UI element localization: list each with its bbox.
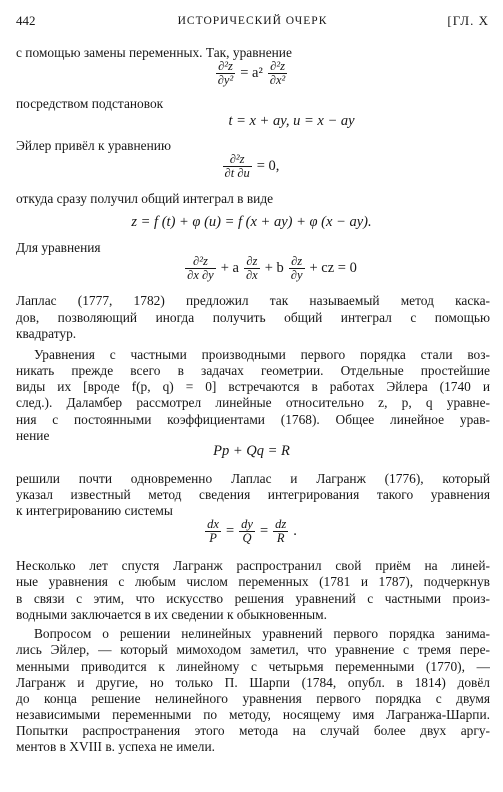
text-line: виды их [вроде f(p, q) = 0] встречаются в работах Эйлера (1740 и — [16, 379, 490, 394]
chapter-label: [ГЛ. X — [447, 13, 489, 28]
equation-operator: = — [259, 522, 269, 539]
text-line: след.). Даламбер рассмотрел линейные относительно z, p, q уравне- — [16, 395, 490, 410]
equation-general-integral: z = f (t) + φ (u) = f (x + ay) + φ (x − ay). — [131, 214, 372, 230]
equation-laplace — [20, 255, 503, 282]
equation-wave — [0, 60, 503, 87]
text-line: менными приводится к линейному с четырьмя переменными (1770), — — [16, 659, 490, 674]
equation-transformed — [0, 153, 503, 180]
text-line: Для уравнения — [16, 240, 101, 255]
text-line: указал известный метод сведения интегрирования такого уравнения — [16, 487, 490, 502]
fraction-denominator: ∂y — [290, 268, 303, 283]
text-line: Лагранж и другие, но только П. Шарпи (1784, опубл. в 1814) довёл — [16, 675, 490, 690]
page-number: 442 — [16, 13, 36, 28]
equation-system — [0, 518, 503, 545]
fraction-denominator: ∂x ∂y — [187, 268, 214, 283]
equation-linear: Pp + Qq = R — [213, 443, 290, 459]
text-line: посредством подстановок — [16, 96, 164, 111]
fraction-denominator: R — [276, 531, 285, 546]
text-line: ния с постоянными коэффициентами (1768). Общее линейное урав- — [16, 412, 490, 427]
fraction-denominator: ∂t ∂u — [224, 166, 250, 181]
fraction-denominator: ∂x — [245, 268, 258, 283]
text-line: Уравнения с частными производными первого порядка стали воз- — [34, 347, 490, 362]
text-line: Несколько лет спустя Лагранж распространил свой приём на линей- — [16, 558, 490, 573]
text-line: Вопросом о решении нелинейных уравнений первого порядка занима- — [34, 626, 490, 641]
fraction-denominator: ∂x² — [269, 73, 286, 88]
fraction-denominator: Q — [242, 531, 252, 546]
fraction-numerator: ∂²z — [223, 153, 252, 167]
equation-tail: . — [293, 522, 297, 539]
text-line: Эйлер привёл к уравнению — [16, 138, 171, 153]
fraction-denominator: ∂y² — [217, 73, 234, 88]
text-line: квадратур. — [16, 326, 77, 341]
text-line: с помощью замены переменных. Так, уравнение — [16, 45, 292, 60]
text-line: ментов в XVIII в. успеха не имели. — [16, 739, 215, 754]
text-line: Попытки распространения этого метода на случай более двух аргу- — [16, 723, 490, 738]
running-title: ИСТОРИЧЕСКИЙ ОЧЕРК — [177, 15, 328, 27]
equation-operator: + a — [220, 259, 239, 276]
fraction-numerator: ∂z — [244, 255, 260, 269]
text-line: лись Эйлер, — который мимоходом заметил, что уравнение с тремя пере- — [16, 642, 490, 657]
text-line: Лаплас (1777, 1782) предложил так называемый метод каска- — [16, 293, 490, 308]
text-line: до конца решение нелинейного уравнения первого порядка с двумя — [16, 691, 490, 706]
text-line: независимыми переменными по методу, носящему имя Лагранжа-Шарпи. — [16, 707, 490, 722]
text-line: откуда сразу получил общий интеграл в виде — [16, 191, 274, 206]
fraction-numerator: ∂²z — [185, 255, 216, 269]
equation-tail: = 0, — [256, 157, 280, 174]
text-line: ные уравнения с любым числом переменных (1781 и 1787), подчеркнув — [16, 574, 490, 589]
text-line: дов, позволяющий иногда получить общий интеграл с помощью — [16, 310, 490, 325]
equation-tail: + cz = 0 — [309, 259, 357, 276]
fraction-numerator: ∂z — [289, 255, 305, 269]
fraction-numerator: dx — [207, 517, 219, 531]
equation-substitution: t = x + ay, u = x − ay — [228, 113, 355, 129]
fraction-numerator: dz — [275, 517, 287, 531]
equation-operator: + b — [264, 259, 284, 276]
running-header — [16, 12, 489, 30]
fraction-numerator: ∂²z — [268, 60, 287, 74]
fraction-numerator: dy — [241, 517, 253, 531]
text-line: к интегрированию системы — [16, 503, 173, 518]
equation-operator: = a² — [240, 64, 263, 81]
text-line: решили почти одновременно Лаплас и Лагранж (1776), который — [16, 471, 490, 486]
text-line: никать прежде всего в задачах геометрии. Отдельные простейшие — [16, 363, 490, 378]
equation-operator: = — [225, 522, 235, 539]
text-line: водными заключается в их сведении к обыкновенным. — [16, 607, 328, 622]
text-line: в связи с этим, что искусство решения уравнений с частными произ- — [16, 591, 490, 606]
fraction-numerator: ∂²z — [216, 60, 235, 74]
text-line: нение — [16, 428, 50, 443]
fraction-denominator: P — [209, 531, 217, 546]
